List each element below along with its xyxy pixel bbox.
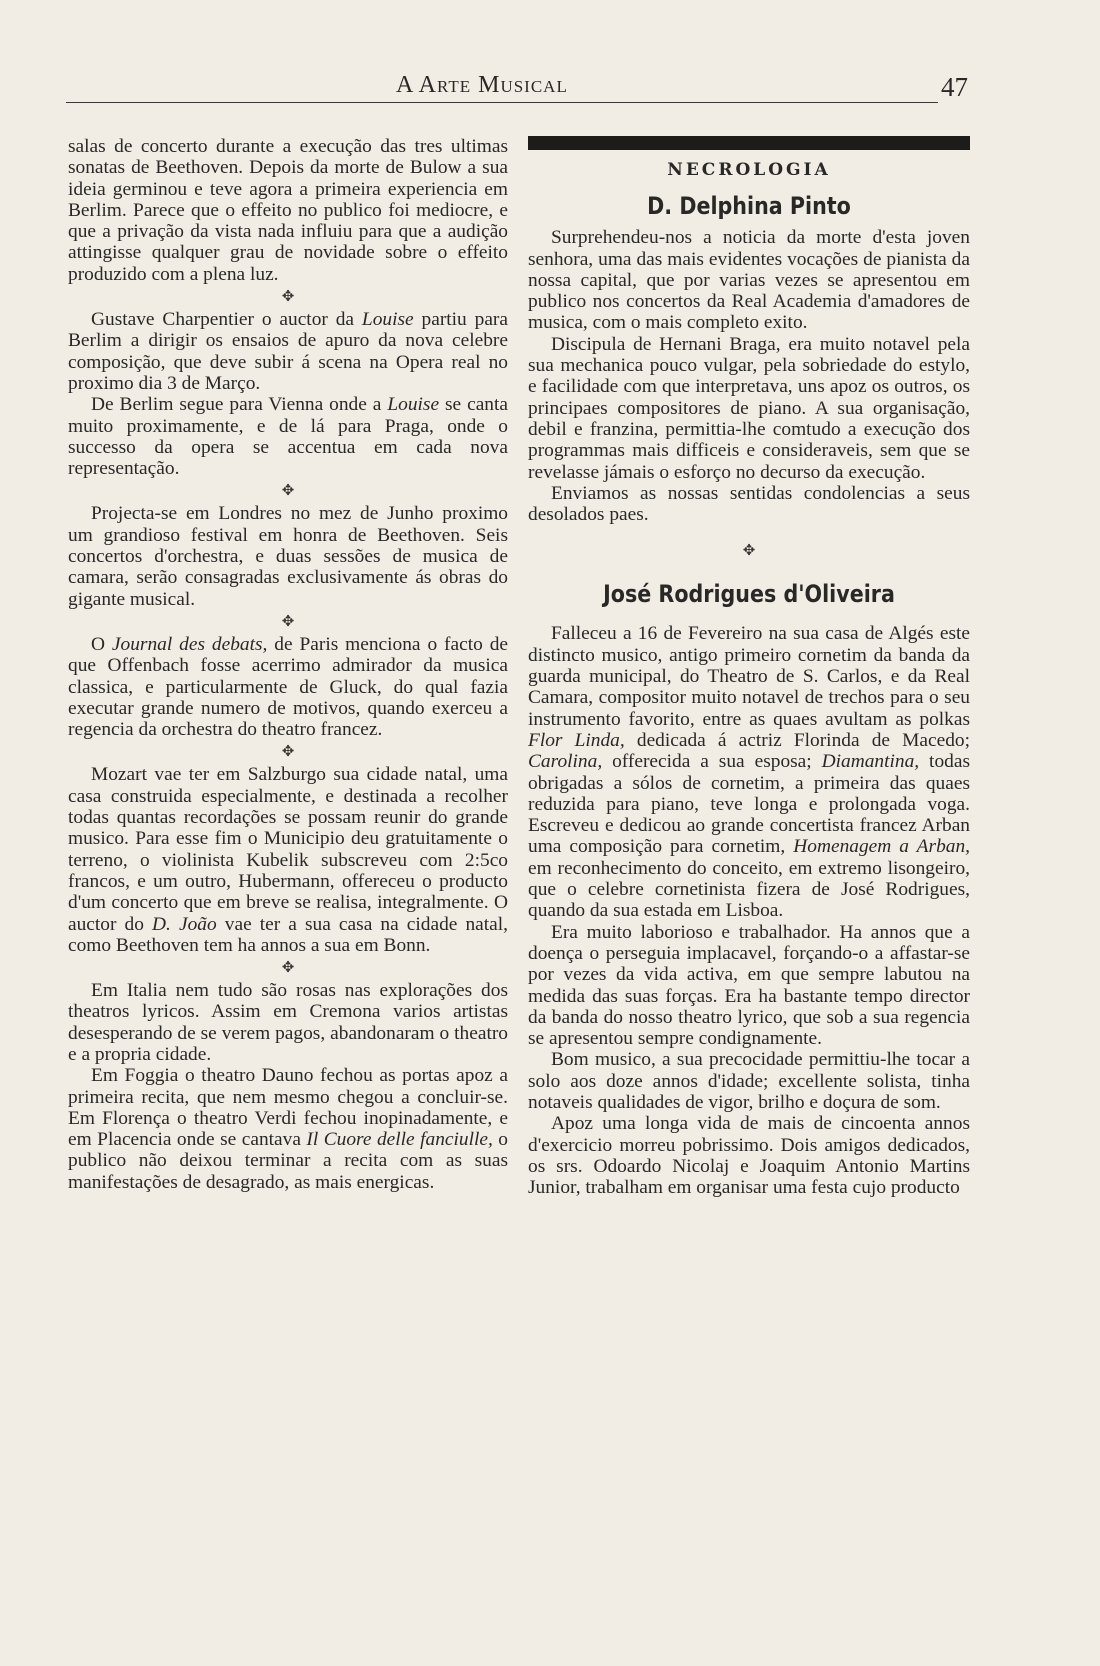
- paragraph: Falleceu a 16 de Fevereiro na sua casa de Algés este distincto musico, antigo primeiro cornetim da banda da guarda municipal, do Theatro de S. Carlos, e da Real Camara, compositor muito notavel de trechos para o seu instrumento favorito, entre as quaes avultam as polkas Flor Linda, dedicada á actriz Florinda de Macedo; Carolina, offerecida a sua esposa; Diamantina, todas obrigadas a sólos de cornetim, a primeira das quaes reduzida para piano, teve longa e prolongada voga. Escreveu e dedicou ao grande concertista francez Arban uma composição para cornetim, Homenagem a Arban, em reconhecimento do conceito, em extremo lisongeiro, que o celebre cornetinista fizera de José Rodrigues, quando da sua estada em Lisboa.: [528, 623, 970, 922]
- running-head: [66, 68, 968, 102]
- paragraph: Em Italia nem tudo são rosas nas explorações dos theatros lyricos. Assim em Cremona varios artistas desesperando de se verem pagos, abandonaram o theatro e a propria cidade.: [68, 980, 508, 1065]
- page-number: 47: [941, 72, 968, 102]
- paragraph: Apoz uma longa vida de mais de cincoenta annos d'exercicio morreu pobrissimo. Dois amigos dedicados, os srs. Odoardo Nicolaj e Joaquim Antonio Martins Junior, trabalham em organisar uma festa cujo producto: [528, 1113, 970, 1199]
- ornament-icon: ✥: [742, 543, 756, 560]
- paragraph: Surprehendeu-nos a noticia da morte d'esta joven senhora, uma das mais evidentes vocações de pianista da nossa capital, que por varias vezes se apresentou em publico nos concertos da Real Academia d'amadores de musica, com o mais completo exito.: [528, 227, 970, 334]
- ornament-icon: ✥: [281, 289, 295, 306]
- journal-title: A Arte Musical: [396, 72, 568, 98]
- paragraph: Projecta-se em Londres no mez de Junho proximo um grandioso festival em honra de Beethoven. Seis concertos d'orchestra, e duas sessões de musica de camara, serão consagradas exclusivamente ás obras do gigante musical.: [68, 503, 508, 610]
- left-column: [68, 136, 508, 1193]
- obituary-name: José Rodrigues d'Oliveira: [603, 580, 895, 609]
- paragraph: Bom musico, a sua precocidade permittiu-lhe tocar a solo aos doze annos d'idade; excellente solista, tinha notaveis qualidades de vigor, brilho e doçura de som.: [528, 1049, 970, 1113]
- section-title: NECROLOGIA: [667, 160, 831, 180]
- ornament-icon: ✥: [281, 483, 295, 500]
- section-bar: [528, 136, 970, 150]
- paragraph: salas de concerto durante a execução das tres ultimas sonatas de Beethoven. Depois da morte de Bulow a sua ideia germinou e teve agora a primeira experiencia em Berlim. Parece que o effeito no publico foi mediocre, e que a privação da vista nada influiu para que a audição attingisse qualquer grau de novidade sobre o effeito produzido com a plena luz.: [68, 136, 508, 285]
- paragraph: O Journal des debats, de Paris menciona o facto de que Offenbach fosse acerrimo admirador da musica classica, e particularmente de Gluck, do qual fazia executar grande numero de motivos, quando exerceu a regencia da orchestra do theatro francez.: [68, 633, 509, 741]
- ornament-icon: ✥: [281, 613, 295, 630]
- paragraph: Enviamos as nossas sentidas condolencias a seus desolados paes.: [528, 482, 970, 526]
- paragraph: Em Foggia o theatro Dauno fechou as portas apoz a primeira recita, que nem mesmo chegou a concluir-se. Em Florença o theatro Verdi fechou inopinadamente, e em Placencia onde se cantava Il Cuore delle fanciulle, o publico não deixou terminar a recita com as suas manifestações de desagrado, as mais energicas.: [68, 1065, 508, 1193]
- ornament-icon: ✥: [281, 744, 295, 761]
- right-column: [528, 136, 970, 1198]
- paragraph: Mozart vae ter em Salzburgo sua cidade natal, uma casa construida especialmente, e destinada a recolher todas quantas recordações se possam reunir do grande musico. Para esse fim o Municipio deu gratuitamente o terreno, o violinista Kubelik subscreveu com 2:5co francos, e um outro, Hubermann, offereceu o producto d'um concerto que em breve se realisa, integralmente. O auctor do D. João vae ter a sua casa na cidade natal, como Beethoven tem ha annos a sua em Bonn.: [68, 764, 508, 956]
- paragraph: Era muito laborioso e trabalhador. Ha annos que a doença o perseguia implacavel, forçando-o a affastar-se por vezes da vida activa, em que sempre labutou na medida das suas forças. Era ha bastante tempo director da banda do nosso theatro lyrico, que sob a sua regencia se apresentou sempre condignamente.: [528, 921, 970, 1050]
- header-rule: [66, 102, 938, 103]
- paragraph: Gustave Charpentier o auctor da Louise partiu para Berlim a dirigir os ensaios de apuro da nova celebre composição, que deve subir á scena na Opera real no proximo dia 3 de Março.: [68, 309, 508, 394]
- ornament-icon: ✥: [281, 960, 295, 977]
- paragraph: De Berlim segue para Vienna onde a Louise se canta muito proximamente, e de lá para Praga, onde o successo da opera se accentua em cada nova representação.: [68, 394, 508, 480]
- obituary-name: D. Delphina Pinto: [647, 192, 851, 221]
- paragraph: Discipula de Hernani Braga, era muito notavel pela sua mechanica pouco vulgar, pela sobriedade do estylo, e facilidade com que interpretava, uns apoz os outros, os principaes compositores de piano. A sua organisação, debil e franzina, permittia-lhe comtudo a execução dos programmas mais difficeis e consideraveis, sem que se revelasse jámais o esforço no decurso da execução.: [528, 333, 970, 483]
